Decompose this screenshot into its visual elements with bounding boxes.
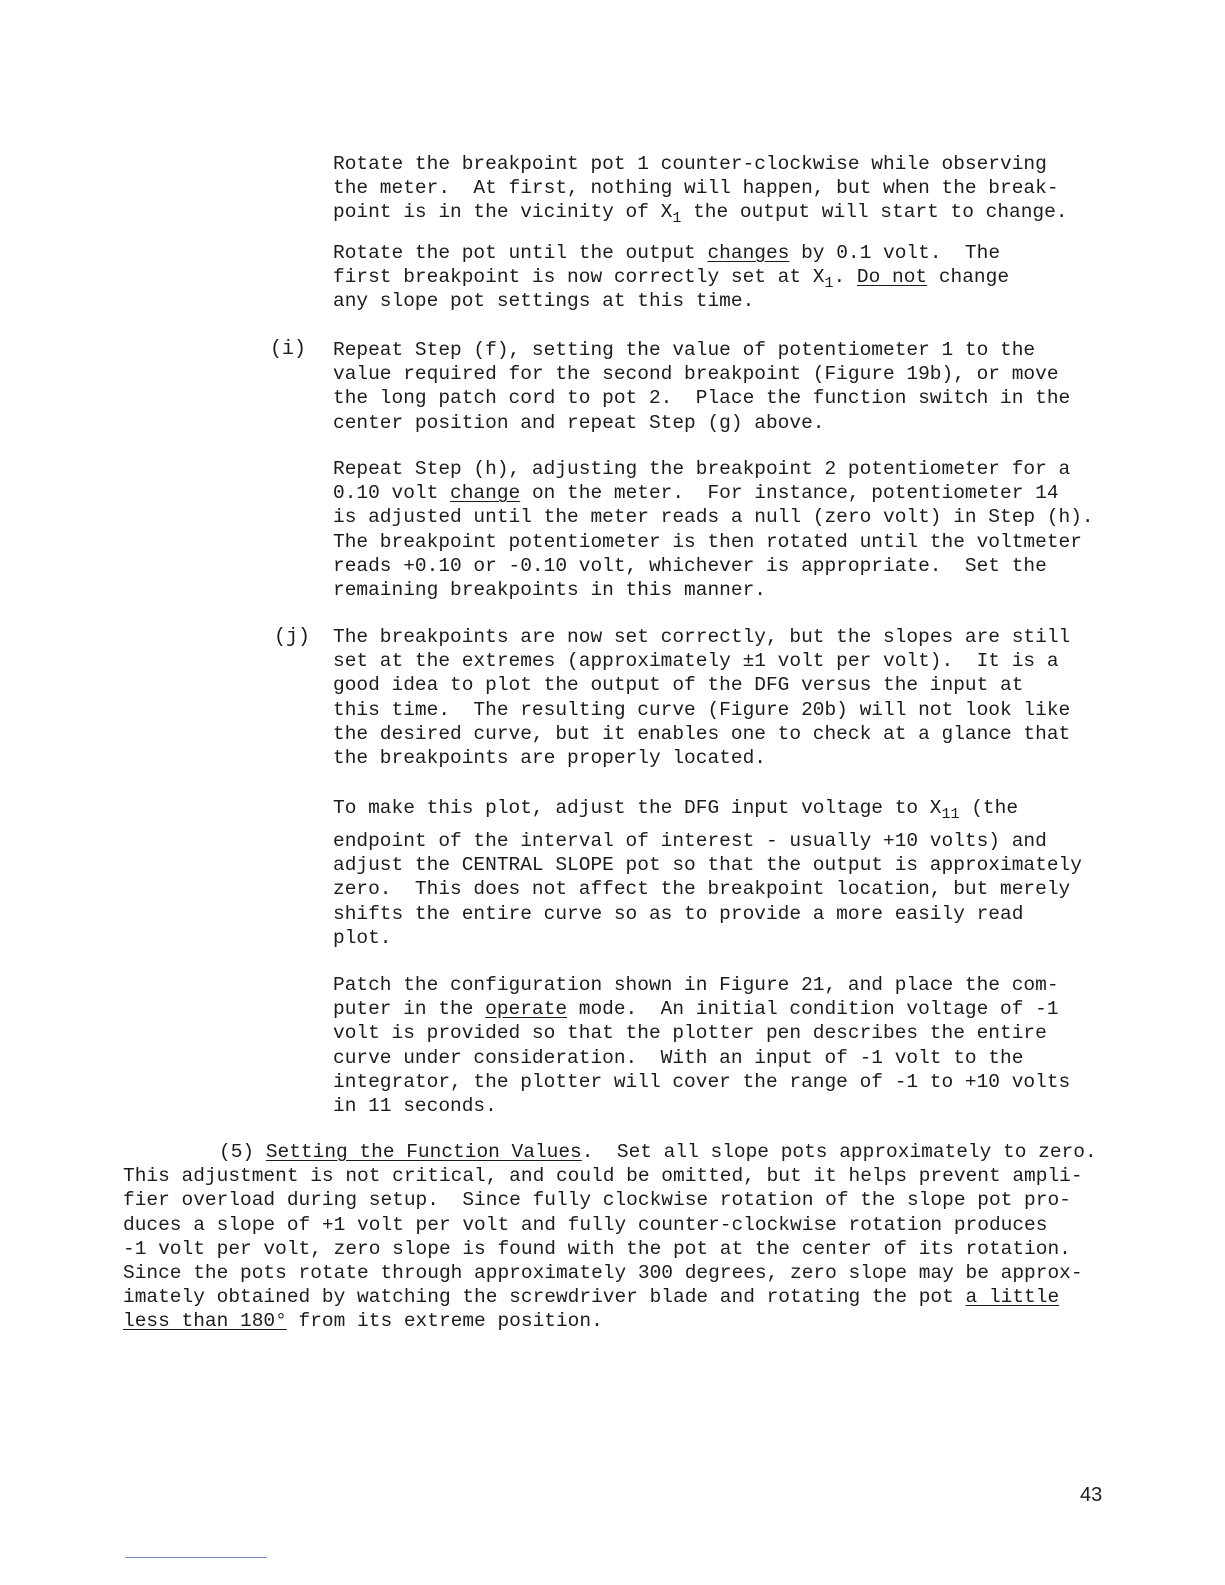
text-line: puter in the <box>333 998 486 1021</box>
text-line: set at the extremes (approximately ±1 volt per volt). It is a <box>333 650 1059 673</box>
text-line: change <box>927 266 1010 289</box>
text-line: endpoint of the interval of interest - usually +10 volts) and <box>333 830 1047 852</box>
text-line: This adjustment is not critical, and could be omitted, but it helps prevent ampli- <box>123 1165 1083 1188</box>
underlined-text: changes <box>707 242 790 264</box>
text-line: fier overload during setup. Since fully clockwise rotation of the slope pot pro- <box>123 1189 1071 1212</box>
underlined-text: operate <box>485 998 568 1021</box>
underlined-text: less than 180° <box>123 1310 287 1333</box>
text-line: 0.10 volt <box>333 482 451 505</box>
paragraph-make-plot-first <box>333 793 1133 823</box>
paragraph-repeat-step-h <box>333 457 1133 602</box>
text-line: the output will start to change. <box>681 201 1068 224</box>
paragraph-step-j <box>333 625 1133 770</box>
paragraph-step-i <box>333 338 1133 435</box>
section-title: Setting the Function Values <box>265 1141 582 1163</box>
text-line: the long patch cord to pot 2. Place the function switch in the <box>333 387 1071 410</box>
text-line: reads +0.10 or -0.10 volt, whichever is appropriate. Set the <box>333 554 1047 577</box>
text-line: first breakpoint is now correctly set at X <box>333 266 825 289</box>
text-line: integrator, the plotter will cover the range of -1 to +10 volts <box>333 1070 1071 1093</box>
subscript: 11 <box>941 806 960 823</box>
paragraph-rotate-breakpoint <box>333 152 1133 228</box>
section-number: (5) <box>219 1141 266 1163</box>
text-line: Since the pots rotate through approximately 300 degrees, zero slope may be approx- <box>123 1262 1083 1285</box>
text-line: mode. An initial condition voltage of -1 <box>567 998 1059 1021</box>
text-line: in 11 seconds. <box>333 1095 497 1118</box>
paragraph-patch-configuration <box>333 973 1133 1118</box>
text-line: . Set all slope pots approximately to zero. <box>581 1141 1097 1163</box>
text-line: plot. <box>333 926 392 949</box>
paragraph-make-plot <box>333 829 1133 950</box>
underlined-text: change <box>450 482 521 505</box>
text-line: zero. This does not affect the breakpoint location, but merely <box>333 878 1071 901</box>
text-line: The breakpoints are now set correctly, but the slopes are still <box>333 626 1071 648</box>
text-line: Rotate the pot until the output <box>333 242 708 264</box>
text-line: Repeat Step (f), setting the value of potentiometer 1 to the <box>333 339 1036 361</box>
text-line: Patch the configuration shown in Figure 21, and place the com- <box>333 974 1059 996</box>
subscript: 1 <box>672 210 682 228</box>
section-5-function-values <box>123 1140 1133 1334</box>
step-marker-j: (j) <box>274 626 311 649</box>
text-line: The breakpoint potentiometer is then rotated until the voltmeter <box>333 530 1082 553</box>
text-line: point is in the vicinity of X <box>333 201 673 224</box>
text-line: (the <box>959 797 1019 819</box>
text-line: shifts the entire curve so as to provide a more easily read <box>333 902 1024 925</box>
text-line: is adjusted until the meter reads a null (zero volt) in Step (h). <box>333 506 1094 529</box>
footer-rule <box>125 1557 267 1558</box>
text-line: by 0.1 volt. The <box>789 242 1001 264</box>
text-line: volt is provided so that the plotter pen describes the entire <box>333 1022 1047 1045</box>
text-line: curve under consideration. With an input of -1 volt to the <box>333 1046 1024 1069</box>
text-line: -1 volt per volt, zero slope is found with the pot at the center of its rotation. <box>123 1237 1071 1260</box>
text-line: the meter. At first, nothing will happen, but when the break- <box>333 177 1059 200</box>
paragraph-rotate-until <box>333 241 1133 314</box>
underlined-text: a little <box>965 1286 1060 1309</box>
step-marker-i: (i) <box>270 338 307 361</box>
text-line: any slope pot settings at this time. <box>333 290 755 313</box>
text-line: on the meter. For instance, potentiometer 14 <box>520 482 1059 505</box>
text-line: value required for the second breakpoint (Figure 19b), or move <box>333 363 1059 386</box>
underlined-text: Do not <box>856 266 928 289</box>
text-line: remaining breakpoints in this manner. <box>333 579 766 602</box>
text-line: Repeat Step (h), adjusting the breakpoint 2 potentiometer for a <box>333 458 1071 480</box>
text-line: adjust the CENTRAL SLOPE pot so that the output is approximately <box>333 854 1082 877</box>
text-line: imately obtained by watching the screwdriver blade and rotating the pot <box>123 1286 966 1309</box>
text-line: center position and repeat Step (g) above. <box>333 411 825 434</box>
text-line: Rotate the breakpoint pot 1 counter-clockwise while observing <box>333 153 1047 175</box>
text-line: this time. The resulting curve (Figure 20b) will not look like <box>333 698 1071 721</box>
text-line: good idea to plot the output of the DFG versus the input at <box>333 674 1024 697</box>
text-line: . <box>833 266 857 289</box>
page-number: 43 <box>1080 1484 1103 1506</box>
text-line: from its extreme position. <box>286 1310 603 1333</box>
text-line: the breakpoints are properly located. <box>333 747 766 770</box>
text-line: duces a slope of +1 volt per volt and fully counter-clockwise rotation produces <box>123 1213 1048 1236</box>
text-line: To make this plot, adjust the DFG input voltage to X <box>333 797 942 819</box>
subscript: 1 <box>824 275 834 293</box>
text-line: the desired curve, but it enables one to check at a glance that <box>333 722 1071 745</box>
